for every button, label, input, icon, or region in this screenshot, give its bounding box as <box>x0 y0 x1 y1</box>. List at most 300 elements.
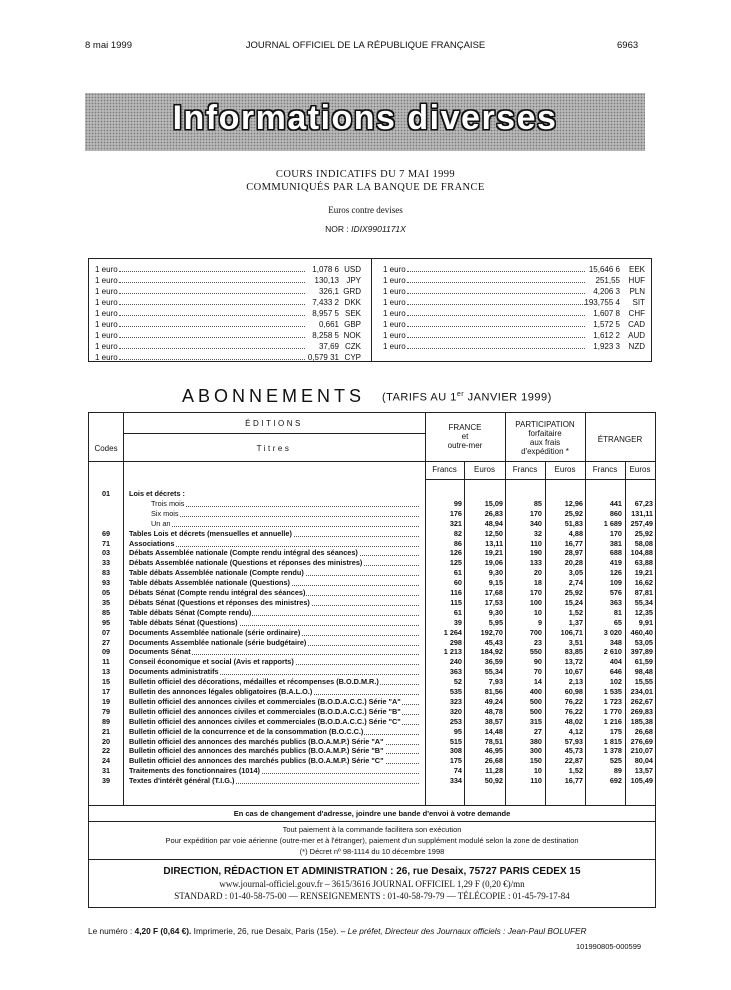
row-price: 646 <box>609 667 622 677</box>
row-title: Bulletin officiel des annonces des marchés publics (B.O.A.M.P.) Série "C" <box>129 756 384 766</box>
row-code: 15 <box>101 677 111 687</box>
row-price: 210,07 <box>630 746 653 756</box>
row-title: Associations <box>129 538 175 548</box>
row-price: 20 <box>533 568 542 578</box>
row-price: 17,68 <box>484 588 503 597</box>
rates-title: COURS INDICATIFS DU 7 MAI 1999 <box>275 169 456 180</box>
row-price: 380 <box>529 736 542 746</box>
row-price: 110 <box>530 538 542 548</box>
row-line-units <box>425 479 655 480</box>
row-price: 525 <box>609 756 622 766</box>
rate-label: 1 euro <box>95 320 118 329</box>
table-row <box>89 717 657 727</box>
row-price: 269,83 <box>630 706 653 716</box>
director-signature: – Le préfet, Directeur des Journaux officiels : Jean-Paul BOLUFER <box>340 926 587 936</box>
table-row <box>89 756 657 766</box>
row-price: 1 723 <box>603 696 622 706</box>
row-price: 3,05 <box>568 568 583 578</box>
row-title: Documents administratifs <box>129 667 219 677</box>
banner-title: Informations diverses <box>172 99 558 137</box>
rate-currency: GBP <box>344 320 361 329</box>
row-price: 25,92 <box>564 508 583 518</box>
row-price: 126 <box>609 568 622 578</box>
table-row <box>89 737 657 747</box>
rate-currency: GRD <box>343 287 361 296</box>
row-price: 300 <box>529 746 542 756</box>
row-price: 176 <box>449 508 462 518</box>
rate-currency: USD <box>344 265 361 274</box>
row-price: 74 <box>453 766 462 776</box>
row-title: Table débats Assemblée nationale (Questions) <box>129 578 290 588</box>
header-etranger-euros: Euros <box>629 465 651 474</box>
row-price: 9,30 <box>488 568 503 578</box>
row-price: 404 <box>609 657 622 667</box>
row-price: 61 <box>453 568 462 578</box>
row-code: 95 <box>101 617 111 627</box>
rate-currency: HUF <box>628 276 645 285</box>
row-price: 5,95 <box>488 617 503 627</box>
rate-label: 1 euro <box>383 309 406 318</box>
row-title: Trois mois <box>151 498 185 508</box>
row-price: 86 <box>453 538 462 548</box>
header-participation-2: forfaitaire <box>528 429 562 438</box>
header-participation-4: d'expédition * <box>521 447 569 456</box>
row-leader <box>155 497 419 507</box>
header-france-1: FRANCE <box>448 423 482 432</box>
rate-currency: JPY <box>346 276 361 285</box>
row-code: 89 <box>101 716 111 726</box>
row-price: 348 <box>609 637 622 647</box>
row-code: 17 <box>101 687 111 696</box>
subtitle-sup: er <box>456 391 465 398</box>
row-price: 99 <box>453 498 462 508</box>
row-price: 70 <box>533 667 542 677</box>
rate-currency: NZD <box>628 342 645 351</box>
subscriptions-table <box>88 412 656 806</box>
row-price: 500 <box>529 696 542 706</box>
row-price: 19,21 <box>484 548 503 558</box>
row-price: 80,04 <box>634 756 653 766</box>
row-leader <box>155 507 419 517</box>
row-title: Débats Assemblée nationale (Questions et réponses des ministres) <box>129 558 363 568</box>
row-price: 15,09 <box>484 498 503 508</box>
header-france-2: et <box>461 432 469 441</box>
row-price: 16,77 <box>564 538 583 548</box>
header-etranger-francs: Francs <box>592 465 618 474</box>
rate-leader <box>119 261 305 272</box>
row-price: 460,40 <box>630 627 653 637</box>
row-price: 7,93 <box>488 677 503 687</box>
decree-note: (*) Décret nº 98-1114 du 10 décembre 1998 <box>299 847 445 856</box>
rate-value: 1,572 5 <box>593 320 620 329</box>
rate-label: 1 euro <box>95 265 118 274</box>
row-code: 11 <box>102 657 110 667</box>
rate-row <box>383 341 645 352</box>
row-price: 1 535 <box>603 687 622 696</box>
row-title: Débats Sénat (Compte rendu intégral des séances) <box>129 588 306 597</box>
rate-currency: EEK <box>628 265 645 274</box>
row-price: 550 <box>529 647 542 657</box>
rate-row <box>95 352 361 363</box>
row-title: Traitements des fonctionnaires (1014) <box>129 766 260 776</box>
row-price: 397,89 <box>630 647 653 657</box>
row-price: 860 <box>609 508 622 518</box>
rate-value: 37,69 <box>318 342 339 351</box>
direction-web: www.journal-officiel.gouv.fr – 3615/3616 JOURNAL OFFICIEL 1,29 F (0,20 €)/mn <box>219 879 525 889</box>
row-price: 48,78 <box>484 706 503 716</box>
row-price: 298 <box>449 637 462 647</box>
row-price: 87,81 <box>634 588 653 597</box>
row-price: 10 <box>533 607 542 617</box>
row-code: 35 <box>101 597 111 607</box>
row-price: 1 213 <box>443 647 462 657</box>
subtitle-pre: (TARIFS AU 1 <box>382 391 457 404</box>
row-leader <box>155 517 419 527</box>
rate-value: 130,13 <box>314 276 339 285</box>
row-price: 1 264 <box>443 627 462 637</box>
row-title: Documents Assemblée nationale (série ordinaire) <box>129 627 301 637</box>
row-price: 9,15 <box>488 578 503 588</box>
row-price: 48,94 <box>484 518 503 528</box>
rate-currency: AUD <box>628 331 645 340</box>
row-price: 78,51 <box>484 736 503 746</box>
row-price: 334 <box>449 776 462 786</box>
section-banner <box>85 93 645 151</box>
row-price: 57,93 <box>564 736 583 746</box>
row-price: 2,74 <box>568 578 583 588</box>
row-price: 688 <box>609 548 622 558</box>
row-price: 19,21 <box>634 568 653 578</box>
row-price: 58,08 <box>634 538 653 548</box>
printer-address: Imprimerie, 26, rue Desaix, Paris (15e). <box>193 926 339 936</box>
row-title: Tables Lois et décrets (mensuelles et annuelle) <box>129 528 292 538</box>
row-code: 01 <box>101 489 111 498</box>
rate-value: 0,579 31 <box>307 353 339 362</box>
row-price: 39 <box>453 617 462 627</box>
footer-line <box>88 926 688 936</box>
row-price: 500 <box>529 706 542 716</box>
row-price: 48,02 <box>564 716 583 726</box>
row-price: 1 689 <box>603 518 622 528</box>
row-price: 100 <box>529 597 542 607</box>
header-france-3: outre-mer <box>447 441 483 450</box>
row-line-header <box>89 461 655 462</box>
rate-leader <box>119 272 305 283</box>
rate-label: 1 euro <box>95 342 118 351</box>
row-price: 15,55 <box>634 677 653 687</box>
rate-leader <box>407 261 585 272</box>
rate-label: 1 euro <box>383 265 406 274</box>
header-etranger: ÉTRANGER <box>597 435 643 444</box>
row-title: Bulletin officiel des décorations, médailles et récompenses (B.O.D.M.R.) <box>129 677 379 687</box>
row-price: 32 <box>533 528 542 538</box>
row-price: 185,38 <box>630 716 653 726</box>
rate-leader <box>407 294 585 305</box>
row-price: 46,95 <box>484 746 503 756</box>
row-price: 262,67 <box>630 696 653 706</box>
row-price: 52 <box>453 677 462 687</box>
rate-currency: NOK <box>343 331 361 340</box>
row-price: 170 <box>609 528 622 538</box>
row-price: 363 <box>609 597 622 607</box>
row-title: Bulletin officiel des annonces civiles et commerciales (B.O.D.A.C.C.) Série "B" <box>129 706 401 716</box>
row-price: 60,98 <box>564 687 583 696</box>
row-code: 05 <box>101 588 111 597</box>
row-price: 170 <box>529 508 542 518</box>
subscriptions-subtitle <box>382 391 552 404</box>
row-price: 67,23 <box>634 498 653 508</box>
row-price: 23 <box>533 637 542 647</box>
row-line-editions <box>123 433 425 434</box>
rate-currency: CYP <box>344 353 361 362</box>
row-price: 133 <box>529 558 542 568</box>
row-price: 441 <box>609 498 622 508</box>
row-price: 81 <box>613 607 622 617</box>
direction-phones: STANDARD : 01-40-58-75-00 — RENSEIGNEMENTS : 01-40-58-79-79 — TÉLÉCOPIE : 01-45-79-17-84 <box>174 891 570 901</box>
header-participation <box>505 420 585 456</box>
row-price: 45,43 <box>484 637 503 647</box>
row-title: Bulletin officiel des annonces civiles et commerciales (B.O.D.A.C.C.) Série "A" <box>129 696 401 706</box>
rates-subtitle: Euros contre devises <box>328 205 403 215</box>
row-price: 192,70 <box>480 627 503 637</box>
row-price: 308 <box>449 746 462 756</box>
rate-label: 1 euro <box>383 331 406 340</box>
row-price: 125 <box>449 558 462 568</box>
row-title: Débats Sénat (Questions et réponses des ministres) <box>129 597 310 607</box>
rates-title-2: COMMUNIQUÉS PAR LA BANQUE DE FRANCE <box>246 182 485 193</box>
row-title: Bulletin officiel des annonces civiles et commerciales (B.O.D.A.C.C.) Série "C" <box>129 716 401 726</box>
direction-address: DIRECTION, RÉDACTION ET ADMINISTRATION : 26, rue Desaix, 75727 PARIS CEDEX 15 <box>163 866 581 877</box>
row-title: Bulletin officiel de la concurrence et de la consommation (B.O.C.C.) <box>129 726 364 736</box>
table-row <box>89 776 657 786</box>
rate-currency: DKK <box>344 298 361 307</box>
row-code: 31 <box>101 766 111 776</box>
price-label: Le numéro : <box>88 926 133 936</box>
rate-label: 1 euro <box>95 298 118 307</box>
row-price: 53,05 <box>634 637 653 647</box>
rate-leader <box>119 327 305 338</box>
rate-label: 1 euro <box>95 331 118 340</box>
row-price: 11,28 <box>485 766 503 776</box>
row-price: 175 <box>609 726 622 736</box>
row-price: 76,22 <box>564 706 583 716</box>
direction-box <box>88 860 656 908</box>
rate-leader <box>407 272 585 283</box>
rate-leader <box>119 338 305 349</box>
row-price: 700 <box>529 627 542 637</box>
row-price: 83,85 <box>564 647 583 657</box>
row-price: 25,92 <box>634 528 653 538</box>
row-title: Un an <box>151 518 171 528</box>
rate-leader <box>407 305 585 316</box>
rate-label: 1 euro <box>383 342 406 351</box>
row-price: 240 <box>449 657 462 667</box>
row-price: 36,59 <box>484 657 503 667</box>
row-title: Débats Assemblée nationale (Compte rendu intégral des séances) <box>129 548 358 558</box>
row-title: Bulletin des annonces légales obligatoires (B.A.L.O.) <box>129 687 313 696</box>
rate-value: 0,661 <box>318 320 339 329</box>
rate-value: 15,646 6 <box>588 265 620 274</box>
row-price: 90 <box>533 657 542 667</box>
row-title: Bulletin officiel des annonces des marchés publics (B.O.A.M.P.) Série "A" <box>129 736 384 746</box>
header-participation-1: PARTICIPATION <box>515 420 575 429</box>
row-price: 2 610 <box>603 647 622 657</box>
row-price: 55,34 <box>634 597 653 607</box>
rate-leader <box>407 283 585 294</box>
row-price: 4,88 <box>568 528 583 538</box>
row-price: 13,11 <box>485 538 503 548</box>
row-price: 19,06 <box>484 558 503 568</box>
rate-leader <box>407 316 585 327</box>
row-price: 65 <box>613 617 622 627</box>
row-price: 81,56 <box>484 687 503 696</box>
row-price: 1 378 <box>603 746 622 756</box>
row-code: 09 <box>101 647 111 657</box>
header-editions: ÉDITIONS <box>245 419 303 428</box>
air-note: Pour expédition par voie aérienne (outre-mer et à l'étranger), paiement d'un supplément modulé selon la zone de destination <box>165 836 579 845</box>
rate-value: 4,206 3 <box>593 287 620 296</box>
row-price: 85 <box>533 498 542 508</box>
row-code: 20 <box>101 736 111 746</box>
row-price: 13,57 <box>634 766 653 776</box>
row-code: 21 <box>101 726 111 736</box>
row-price: 60 <box>453 578 462 588</box>
row-title: Documents Sénat <box>129 647 191 657</box>
rate-currency: CHF <box>628 309 645 318</box>
row-price: 63,88 <box>634 558 653 568</box>
row-price: 315 <box>529 716 542 726</box>
row-price: 9,30 <box>488 607 503 617</box>
row-price: 98,48 <box>634 667 653 677</box>
row-price: 89 <box>613 766 622 776</box>
row-price: 170 <box>529 588 542 597</box>
row-price: 14 <box>533 677 542 687</box>
rate-leader <box>119 349 305 360</box>
row-code: 71 <box>101 538 111 548</box>
row-price: 234,01 <box>630 687 653 696</box>
header-titres: Titres <box>256 444 292 453</box>
rate-label: 1 euro <box>95 276 118 285</box>
row-code: 22 <box>101 746 111 756</box>
rates-divider <box>371 259 372 361</box>
row-price: 61 <box>453 607 462 617</box>
row-price: 16,77 <box>564 776 583 786</box>
row-title: Six mois <box>151 508 179 518</box>
row-price: 321 <box>449 518 462 528</box>
row-title: Documents Assemblée nationale (série budgétaire) <box>129 637 307 647</box>
rate-leader <box>119 316 305 327</box>
rate-leader <box>407 327 585 338</box>
row-code: 27 <box>101 637 111 647</box>
row-code: 03 <box>101 548 111 558</box>
row-price: 76,22 <box>564 696 583 706</box>
header-france <box>425 423 505 450</box>
change-notice-box <box>88 806 656 822</box>
row-price: 3,51 <box>568 637 583 647</box>
rate-label: 1 euro <box>95 309 118 318</box>
row-price: 253 <box>449 716 462 726</box>
rate-currency: SEK <box>344 309 361 318</box>
row-price: 10,67 <box>564 667 583 677</box>
row-price: 1,52 <box>568 607 583 617</box>
row-code: 93 <box>101 578 111 588</box>
rate-value: 8,957 5 <box>312 309 339 318</box>
row-price: 15,24 <box>564 597 583 607</box>
row-code: 39 <box>101 776 111 786</box>
rates-right-column <box>383 264 645 352</box>
rates-left-column <box>95 264 361 363</box>
row-code: 79 <box>101 706 111 716</box>
rate-value: 251,55 <box>595 276 620 285</box>
rate-currency: PLN <box>629 287 645 296</box>
rate-label: 1 euro <box>383 276 406 285</box>
row-price: 576 <box>609 588 622 597</box>
payment-notes-box <box>88 822 656 860</box>
header-participation-3: aux frais <box>529 438 561 447</box>
row-price: 105,49 <box>630 776 653 786</box>
subtitle-post: JANVIER 1999) <box>464 391 552 404</box>
row-title: Conseil économique et social (Avis et rapports) <box>129 657 294 667</box>
rate-value: 8,258 5 <box>312 331 339 340</box>
rate-currency: CZK <box>345 342 361 351</box>
row-code: 85 <box>101 607 111 617</box>
row-price: 1,37 <box>568 617 583 627</box>
row-title: Table débats Assemblée nationale (Compte rendu) <box>129 568 304 578</box>
footer-code: 101990805-000599 <box>576 942 642 951</box>
rate-value: 1,607 8 <box>593 309 620 318</box>
row-price: 55,34 <box>484 667 503 677</box>
table-row <box>89 746 657 756</box>
row-title: Table débats Sénat (Questions) <box>129 617 238 627</box>
row-price: 28,97 <box>564 548 583 558</box>
row-title: Table débats Sénat (Compte rendu) <box>129 607 252 617</box>
row-price: 1 770 <box>603 706 622 716</box>
rate-label: 1 euro <box>95 353 118 362</box>
change-notice: En cas de changement d'adresse, joindre une bande d'envoi à votre demande <box>233 809 511 818</box>
header-page-number: 6963 <box>617 40 639 51</box>
row-price: 184,92 <box>480 647 503 657</box>
rate-value: 1,078 6 <box>312 265 339 274</box>
table-row <box>89 707 657 717</box>
rate-value: 7,433 2 <box>312 298 339 307</box>
row-price: 340 <box>529 518 542 528</box>
header-journal: JOURNAL OFFICIEL DE LA RÉPUBLIQUE FRANÇAISE <box>245 40 486 51</box>
rate-currency: SIT <box>632 298 645 307</box>
row-code: 69 <box>101 528 111 538</box>
rate-leader <box>119 305 305 316</box>
rate-currency: CAD <box>628 320 645 329</box>
row-price: 12,35 <box>634 607 653 617</box>
row-price: 12,50 <box>484 528 503 538</box>
row-price: 323 <box>449 696 462 706</box>
row-price: 1 815 <box>603 736 622 746</box>
header-france-francs: Francs <box>432 465 457 474</box>
row-code: 33 <box>101 558 111 568</box>
row-price: 175 <box>449 756 462 766</box>
table-row <box>89 697 657 707</box>
row-price: 320 <box>449 706 462 716</box>
rate-value: 1,612 2 <box>593 331 620 340</box>
price-value: 4,20 F (0,64 €). <box>134 926 192 936</box>
row-price: 276,69 <box>630 736 653 746</box>
row-price: 27 <box>533 726 542 736</box>
row-code: 83 <box>101 568 111 578</box>
header-date: 8 mai 1999 <box>85 40 133 51</box>
row-price: 4,12 <box>568 726 583 736</box>
row-price: 126 <box>449 548 462 558</box>
table-row <box>89 677 657 687</box>
row-price: 26,68 <box>484 756 503 766</box>
